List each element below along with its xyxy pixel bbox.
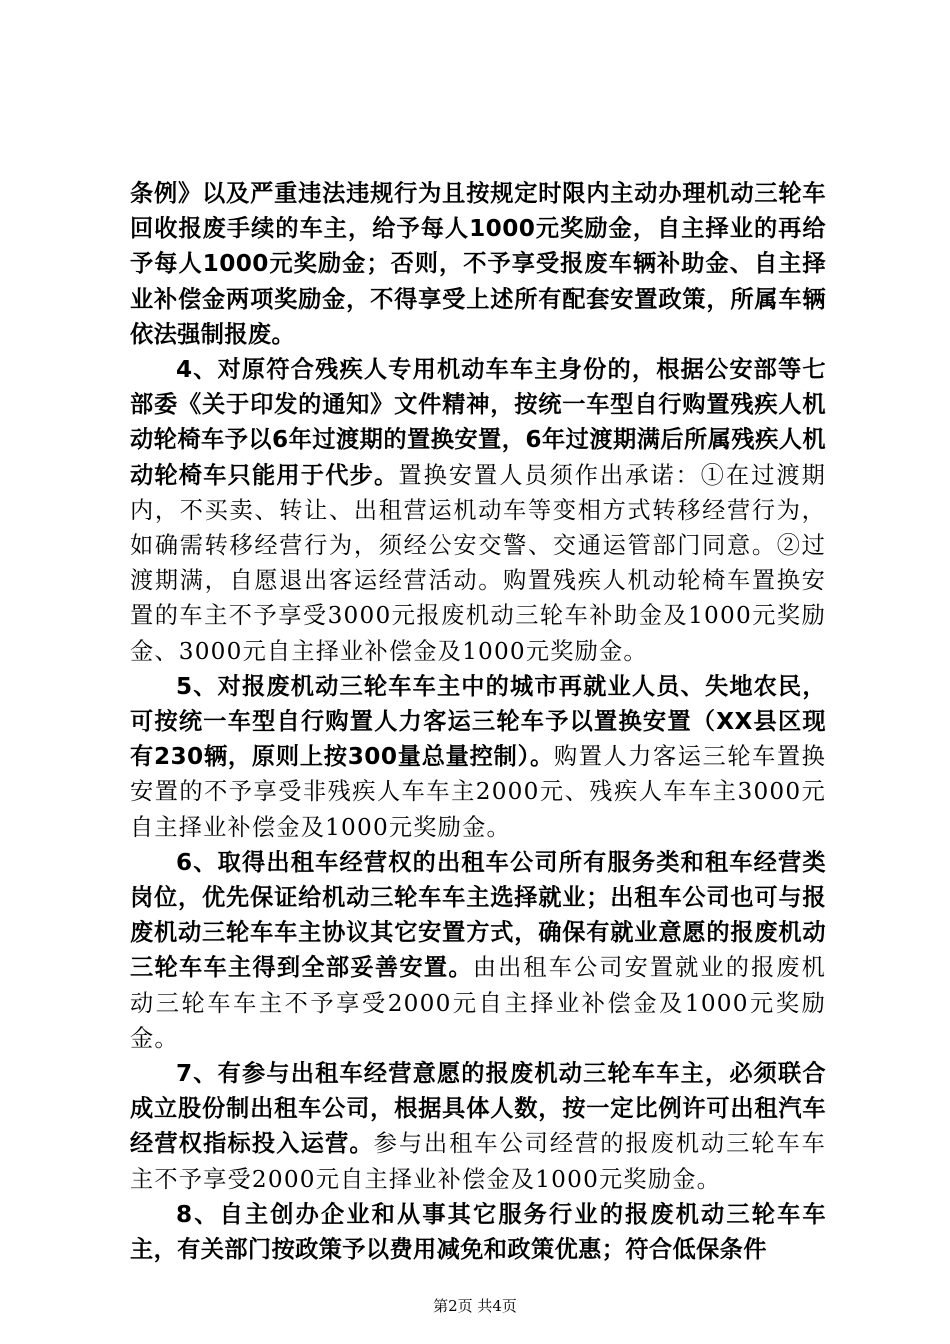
paragraph-1	[130, 176, 826, 352]
paragraph-item-6	[130, 845, 826, 1056]
paragraph-item-7-regular-text: 参与出租车公司经营的报废机动三轮车车主不予享受2000元自主择业补偿金及1000元奖励金。	[130, 1130, 827, 1193]
paragraph-item-5-regular-text: 购置人力客运三轮车置换安置的不予享受非残疾人车车主2000元、残疾人车车主3000元自主择业补偿金及1000元奖励金。	[130, 743, 827, 841]
paragraph-item-5-bold-text: 5、对报废机动三轮车车主中的城市再就业人员、失地农民，可按统一车型自行购置人力客运三轮车予以置换安置（XX县区现有230辆，原则上按300量总量控制）。	[130, 672, 826, 771]
paragraph-item-4-bold-text: 4、对原符合残疾人专用机动车车主身份的，根据公安部等七部委《关于印发的通知》文件精神，按统一车型自行购置残疾人机动轮椅车予以6年过渡期的置换安置，6年过渡期满后所属残疾人机动轮椅车只能用于代步。	[130, 356, 826, 489]
paragraph-1-bold-text: 条例》以及严重违法违规行为且按规定时限内主动办理机动三轮车回收报废手续的车主，给予每人1000元奖励金，自主择业的再给予每人1000元奖励金；否则，不予享受报废车辆补助金、自主择业补偿金两项奖励金，不得享受上述所有配套安置政策，所属车辆依法强制报废。	[130, 180, 826, 348]
paragraph-item-8	[130, 1197, 826, 1267]
paragraph-item-4	[130, 352, 826, 669]
document-body	[130, 176, 826, 1267]
paragraph-item-6-bold-text: 6、取得出租车经营权的出租车公司所有服务类和租车经营类岗位，优先保证给机动三轮车车主选择就业；出租车公司也可与报废机动三轮车车主协议其它安置方式，确保有就业意愿的报废机动三轮车车主得到全部妥善安置。	[130, 848, 826, 982]
paragraph-item-7	[130, 1056, 826, 1197]
paragraph-item-8-bold-text: 8、自主创办企业和从事其它服务行业的报废机动三轮车车主，有关部门按政策予以费用减免和政策优惠；符合低保条件	[130, 1200, 826, 1264]
paragraph-item-7-bold-text: 7、有参与出租车经营意愿的报废机动三轮车车主，必须联合成立股份制出租车公司，根据具体人数，按一定比例许可出租汽车经营权指标投入运营。	[130, 1060, 826, 1158]
paragraph-item-6-regular-text: 由出租车公司安置就业的报废机动三轮车车主不予享受2000元自主择业补偿金及1000元奖励金。	[130, 954, 826, 1052]
paragraph-item-5	[130, 669, 826, 845]
paragraph-item-4-regular-text: 置换安置人员须作出承诺：①在过渡期内，不买卖、转让、出租营运机动车等变相方式转移经营行为，如确需转移经营行为，须经公安交警、交通运管部门同意。②过渡期满，自愿退出客运经营活动。购置残疾人机动轮椅车置换安置的车主不予享受3000元报废机动三轮车补助金及1000元奖励金、3000元自主择业补偿金及1000元奖励金。	[130, 461, 826, 665]
page-number-footer: 第2页 共4页	[433, 1297, 517, 1315]
